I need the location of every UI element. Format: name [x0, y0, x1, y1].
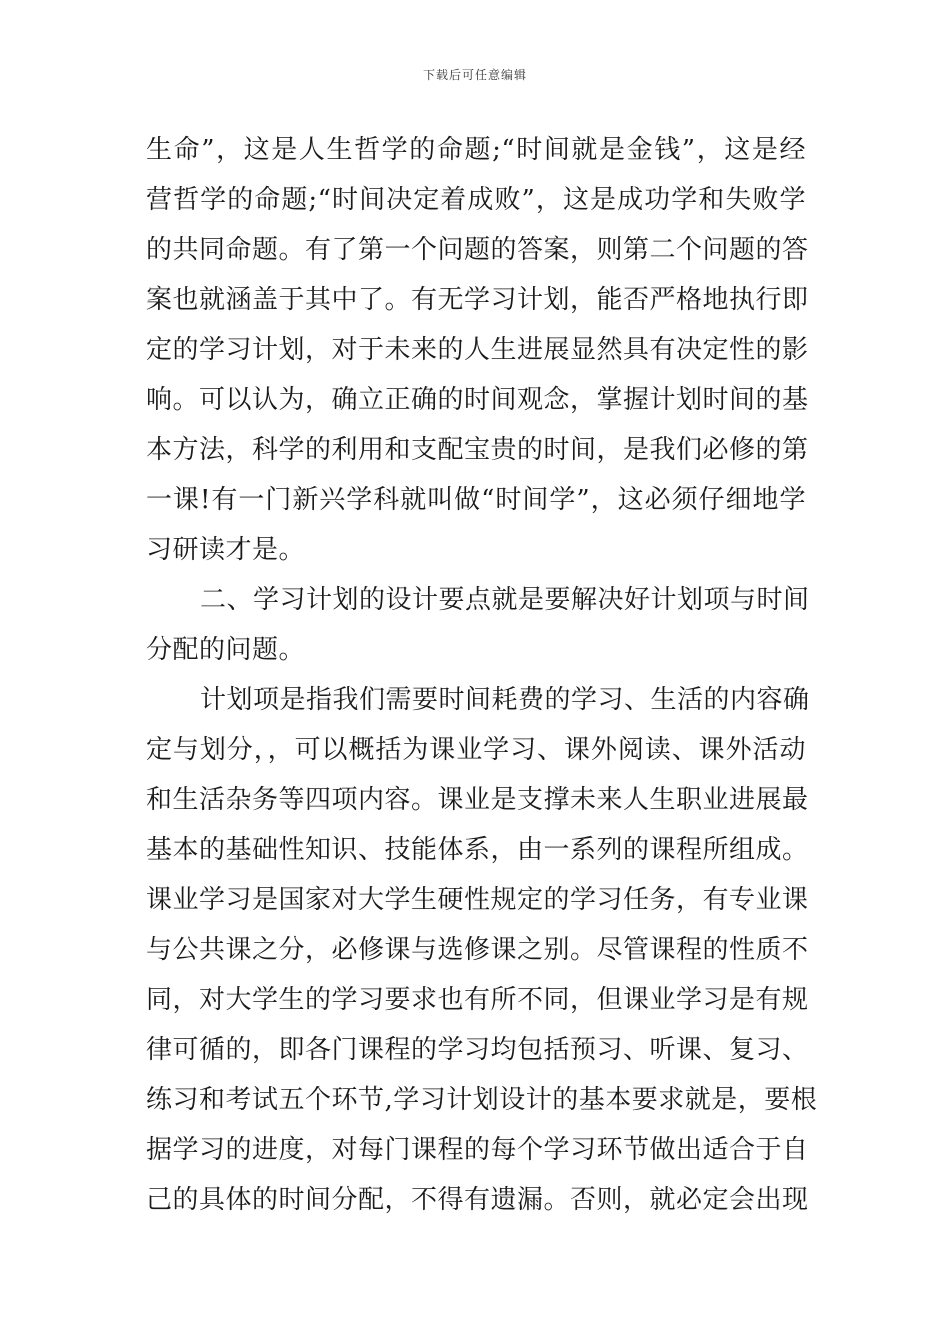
paragraph-line: 响。可以认为，确立正确的时间观念，掌握计划时间的基	[146, 385, 809, 415]
paragraph-line: 律可循的，即各门课程的学习均包括预习、听课、复习、	[146, 1035, 809, 1065]
paragraph-line: 课业学习是国家对大学生硬性规定的学习任务，有专业课	[146, 885, 809, 915]
paragraph-line: 练习和考试五个环节,学习计划设计的基本要求就是，要根	[146, 1085, 818, 1115]
paragraph-line: 的共同命题。有了第一个问题的答案，则第二个问题的答	[146, 235, 809, 265]
paragraph-line: 与公共课之分，必修课与选修课之别。尽管课程的性质不	[146, 935, 809, 965]
paragraph-line: 习研读才是。	[146, 535, 306, 565]
paragraph-line: 据学习的进度，对每门课程的每个学习环节做出适合于自	[146, 1135, 809, 1165]
paragraph-line: 一课!有一门新兴学科就叫做“时间学”，这必须仔细地学	[146, 485, 806, 515]
paragraph-line: 定与划分，，可以概括为课业学习、课外阅读、课外活动	[146, 735, 806, 765]
paragraph-line: 基本的基础性知识、技能体系，由一系列的课程所组成。	[146, 835, 809, 865]
page-header-note: 下载后可任意编辑	[422, 68, 527, 82]
section-heading-line: 分配的问题。	[146, 635, 306, 665]
paragraph-line: 本方法，科学的利用和支配宝贵的时间，是我们必修的第	[146, 435, 809, 465]
section-heading-line: 二、学习计划的设计要点就是要解决好计划项与时间	[200, 585, 810, 615]
paragraph-line: 己的具体的时间分配，不得有遗漏。否则，就必定会出现	[146, 1185, 809, 1215]
paragraph-line: 案也就涵盖于其中了。有无学习计划，能否严格地执行即	[146, 285, 809, 315]
paragraph-line: 同，对大学生的学习要求也有所不同，但课业学习是有规	[146, 985, 809, 1015]
paragraph-line: 计划项是指我们需要时间耗费的学习、生活的内容确	[200, 685, 810, 715]
paragraph-line: 生命”，这是人生哲学的命题;“时间就是金钱”，这是经	[146, 135, 806, 165]
paragraph-line: 营哲学的命题;“时间决定着成败”，这是成功学和失败学	[146, 185, 806, 215]
paragraph-line: 和生活杂务等四项内容。课业是支撑未来人生职业进展最	[146, 785, 809, 815]
paragraph-line: 定的学习计划，对于未来的人生进展显然具有决定性的影	[146, 335, 809, 365]
